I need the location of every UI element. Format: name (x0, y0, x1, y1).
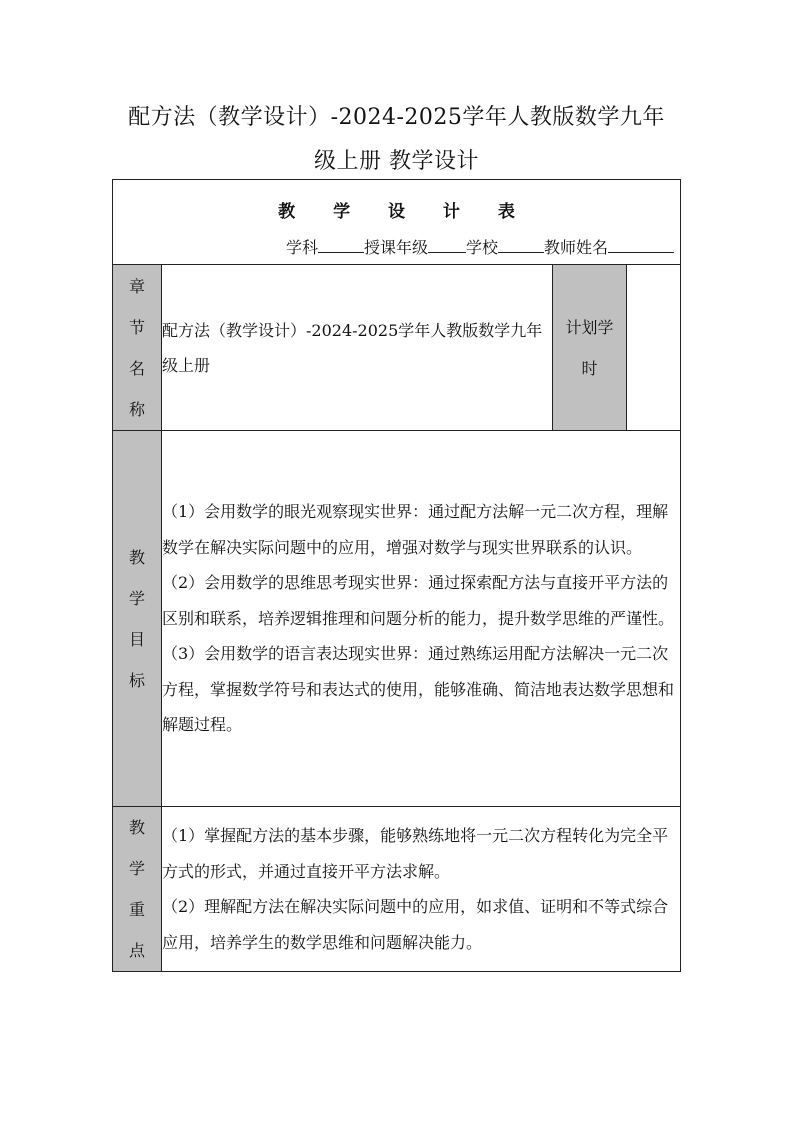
design-table (112, 179, 681, 972)
chapter-name-value: 配方法（教学设计）-2024-2025学年人教版数学九年级上册 (162, 265, 553, 431)
planned-hours-label-line: 时 (581, 358, 598, 378)
planned-hours-label-line: 计划学 (565, 317, 614, 337)
teacher-blank[interactable] (608, 236, 674, 253)
chapter-label-char: 章 (128, 276, 145, 296)
objectives-row (113, 431, 681, 807)
objectives-label-char: 教 (128, 547, 145, 567)
key-point-item: （2）理解配方法在解决实际问题中的应用，如求值、证明和不等式综合应用，培养学生的数学思维和问题解决能力。 (162, 897, 669, 952)
objectives-label-cell (113, 431, 162, 807)
planned-hours-label-cell (553, 265, 627, 431)
objectives-label-char: 目 (128, 629, 145, 649)
chapter-label-char: 名 (128, 358, 145, 378)
objective-item: （2）会用数学的思维思考现实世界：通过探索配方法与直接开平方法的区别和联系，培养逻辑推理和问题分析的能力，提升数学思维的严谨性。 (162, 573, 675, 628)
document-title (100, 96, 693, 184)
subject-blank[interactable] (318, 236, 364, 253)
chapter-label-cell (113, 265, 162, 431)
chapter-row (113, 265, 681, 431)
key-points-label-char: 重 (128, 900, 145, 919)
objectives-label-char: 学 (128, 588, 145, 608)
table-heading: 教 学 设 计 表 (278, 201, 531, 222)
title-line-1: 配方法（教学设计）-2024-2025学年人教版数学九年 (128, 105, 665, 130)
school-label: 学校 (465, 237, 498, 257)
key-points-content (162, 807, 681, 972)
table-header-row (113, 180, 681, 265)
key-points-row (113, 807, 681, 972)
grade-label: 授课年级 (363, 237, 428, 257)
key-points-label-char: 点 (128, 941, 145, 960)
chapter-label-char: 节 (128, 317, 145, 337)
teacher-label: 教师姓名 (543, 237, 608, 257)
chapter-label-char: 称 (128, 399, 145, 419)
title-line-2: 级上册 教学设计 (314, 149, 479, 174)
key-points-label-char: 学 (128, 859, 145, 878)
objective-item: （1）会用数学的眼光观察现实世界：通过配方法解一元二次方程，理解数学在解决实际问题中的应用，增强对数学与现实世界联系的认识。 (162, 502, 669, 557)
objectives-content (162, 431, 681, 807)
key-point-item: （1）掌握配方法的基本步骤，能够熟练地将一元二次方程转化为完全平方式的形式，并通过直接开平方法求解。 (162, 826, 669, 881)
objective-item: （3）会用数学的语言表达现实世界：通过熟练运用配方法解决一元二次方程，掌握数学符号和表达式的使用，能够准确、简洁地表达数学思想和解题过程。 (162, 644, 675, 735)
key-points-label-cell (113, 807, 162, 972)
grade-blank[interactable] (428, 236, 466, 253)
subject-label: 学科 (285, 237, 318, 257)
objectives-label-char: 标 (128, 670, 145, 690)
key-points-label-char: 教 (128, 818, 145, 837)
planned-hours-value (627, 265, 681, 431)
table-header-cell (113, 180, 681, 265)
school-blank[interactable] (498, 236, 544, 253)
header-info-line (113, 235, 680, 258)
